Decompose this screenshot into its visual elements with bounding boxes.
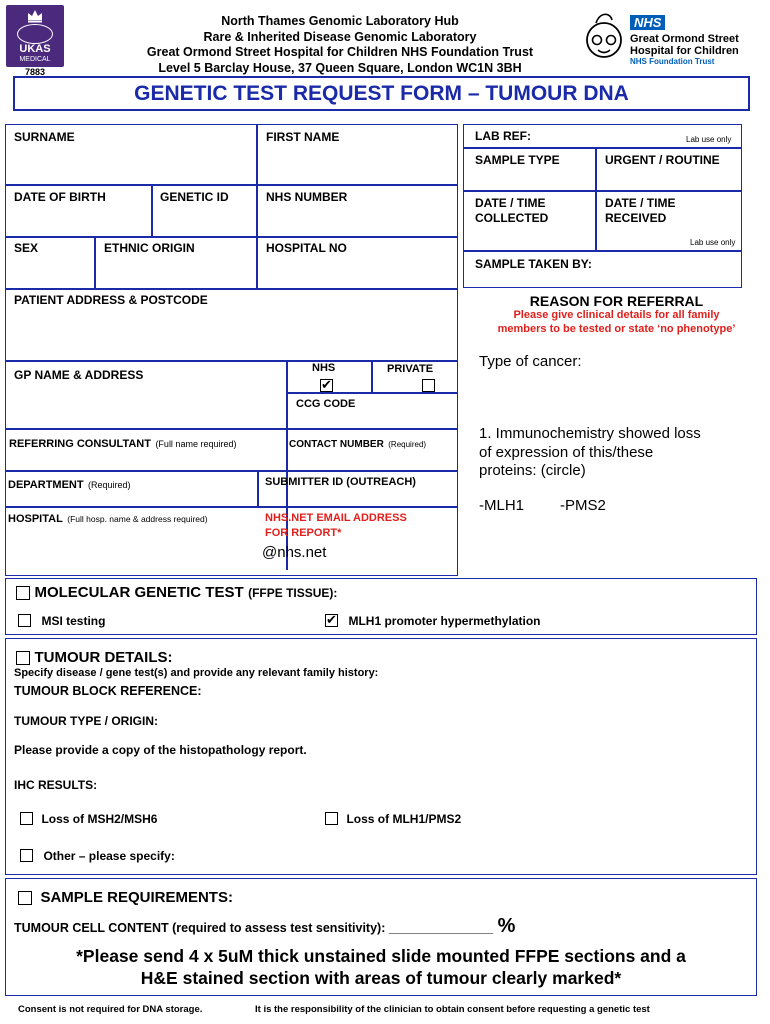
loss-mlh-checkbox[interactable] <box>325 812 338 825</box>
received-field[interactable] <box>605 196 675 226</box>
urgent-routine-field[interactable]: URGENT / ROUTINE <box>605 153 720 167</box>
submitter-field[interactable]: SUBMITTER ID (OUTREACH) <box>265 476 416 488</box>
ukas-number: 7883 <box>24 67 46 77</box>
molecular-heading-note: (FFPE TISSUE): <box>248 586 338 600</box>
mlh1-option[interactable]: -MLH1 <box>479 497 525 514</box>
gp-field[interactable]: GP NAME & ADDRESS <box>14 368 144 382</box>
sample-req-heading-text: SAMPLE REQUIREMENTS: <box>40 889 233 906</box>
tumour-heading <box>16 649 173 667</box>
nhs-option-label: NHS <box>312 362 336 374</box>
private-checkbox[interactable] <box>422 379 435 392</box>
collected-line-2: COLLECTED <box>475 211 549 225</box>
other-label: Other – please specify: <box>43 849 175 863</box>
email-label-1: NHS.NET EMAIL ADDRESS <box>265 512 407 524</box>
lab-use-only-note-2: Lab use only <box>690 238 736 247</box>
loss-msh-checkbox[interactable] <box>20 812 33 825</box>
msi-checkbox[interactable] <box>18 614 31 627</box>
send-instructions <box>5 945 757 989</box>
lab-use-only-note: Lab use only <box>686 135 732 144</box>
sample-taken-by-field[interactable]: SAMPLE TAKEN BY: <box>475 257 592 271</box>
tumour-checkbox[interactable] <box>16 651 30 665</box>
specify-history-field[interactable]: Specify disease / gene test(s) and provide any relevant family history: <box>14 667 379 679</box>
send-line-2: H&E stained section with areas of tumour clearly marked* <box>140 968 622 988</box>
histopathology-note: Please provide a copy of the histopathology report. <box>14 743 307 757</box>
first-name-field[interactable]: FIRST NAME <box>266 130 340 144</box>
gosh-line-2: Hospital for Children <box>630 45 739 57</box>
block-reference-field[interactable]: TUMOUR BLOCK REFERENCE: <box>14 684 202 698</box>
msi-label: MSI testing <box>41 614 106 628</box>
footer-left: Consent is not required for DNA storage. <box>18 1004 203 1015</box>
hospital-field[interactable] <box>8 509 208 527</box>
contact-number-field[interactable] <box>289 434 426 452</box>
crown-icon <box>26 8 44 24</box>
loss-mlh-option[interactable] <box>325 810 461 828</box>
tumour-heading-text: TUMOUR DETAILS: <box>34 649 173 666</box>
tumour-type-field[interactable]: TUMOUR TYPE / ORIGIN: <box>14 714 158 728</box>
sample-req-heading <box>18 889 233 907</box>
header-line-4: Level 5 Barclay House, 37 Queen Square, London WC1N 3BH <box>158 60 522 75</box>
other-checkbox[interactable] <box>20 849 33 862</box>
percent-sign: % <box>497 915 516 937</box>
header-line-2: Rare & Inherited Disease Genomic Laboratory <box>203 29 477 44</box>
mlh1-promoter-option[interactable] <box>325 612 540 630</box>
contact-number-label: CONTACT NUMBER <box>289 439 384 450</box>
referring-note: (Full name required) <box>155 439 237 449</box>
department-note: (Required) <box>88 480 131 490</box>
ukas-logo <box>6 5 64 67</box>
ihc-line-3: proteins: (circle) <box>479 462 586 479</box>
ihc-line-2: of expression of this/these <box>479 443 654 461</box>
header-lines <box>130 14 550 76</box>
header-line-3: Great Ormond Street Hospital for Children NHS Foundation Trust <box>146 45 534 59</box>
loss-mlh-label: Loss of MLH1/PMS2 <box>346 812 462 826</box>
department-label: DEPARTMENT <box>8 479 84 491</box>
referring-consultant-label: REFERRING CONSULTANT <box>9 438 151 450</box>
gosh-line-3: NHS Foundation Trust <box>630 57 715 66</box>
received-line-2: RECEIVED <box>605 211 667 225</box>
referral-heading: REASON FOR REFERRAL <box>529 293 704 309</box>
collected-field[interactable] <box>475 196 548 226</box>
form-title: GENETIC TEST REQUEST FORM – TUMOUR DNA <box>13 76 750 111</box>
ukas-text: UKAS <box>19 43 51 55</box>
ihc-results-label: IHC RESULTS: <box>14 778 98 792</box>
header-line-1: North Thames Genomic Laboratory Hub <box>221 14 459 28</box>
lab-ref-field[interactable]: LAB REF: <box>475 129 531 143</box>
nhs-number-field[interactable]: NHS NUMBER <box>266 190 348 204</box>
sample-type-field[interactable]: SAMPLE TYPE <box>475 153 560 167</box>
hospital-no-field[interactable]: HOSPITAL NO <box>266 241 347 255</box>
footer-right: It is the responsibility of the clinician to obtain consent before requesting a genetic test <box>255 1004 650 1015</box>
genetic-id-field[interactable]: GENETIC ID <box>160 190 229 204</box>
contact-note: (Required) <box>388 440 427 449</box>
sample-req-checkbox[interactable] <box>18 891 32 905</box>
email-field[interactable]: @nhs.net <box>262 544 327 561</box>
referral-note-1: Please give clinical details for all family <box>513 309 720 321</box>
sex-field[interactable]: SEX <box>14 241 39 255</box>
child-face-icon <box>582 10 628 66</box>
received-line-1: DATE / TIME <box>605 196 676 210</box>
referring-consultant-field[interactable] <box>9 434 236 452</box>
private-option-label: PRIVATE <box>387 363 434 375</box>
loss-msh-option[interactable] <box>20 810 157 828</box>
cell-content-label: TUMOUR CELL CONTENT (required to assess test sensitivity): _______________ <box>14 921 494 935</box>
mlh1-promoter-checkbox[interactable] <box>325 614 338 627</box>
pms2-option[interactable]: -PMS2 <box>560 497 606 514</box>
mlh1-promoter-label: MLH1 promoter hypermethylation <box>348 614 541 628</box>
msi-option[interactable] <box>18 612 105 630</box>
molecular-heading-text: MOLECULAR GENETIC TEST <box>34 584 244 601</box>
address-field[interactable]: PATIENT ADDRESS & POSTCODE <box>14 293 208 307</box>
ethnic-origin-field[interactable]: ETHNIC ORIGIN <box>104 241 195 255</box>
ccg-field[interactable]: CCG CODE <box>296 398 356 410</box>
collected-line-1: DATE / TIME <box>475 196 546 210</box>
nhs-checkbox[interactable] <box>320 379 333 392</box>
cancer-type-label: Type of cancer: <box>479 353 582 370</box>
hospital-note: (Full hosp. name & address required) <box>67 514 208 524</box>
molecular-checkbox[interactable] <box>16 586 30 600</box>
molecular-heading <box>16 584 337 602</box>
ukas-sub: MEDICAL <box>19 56 51 63</box>
surname-field[interactable]: SURNAME <box>14 130 75 144</box>
cell-content-field[interactable] <box>14 915 515 938</box>
send-line-1: *Please send 4 x 5uM thick unstained slide mounted FFPE sections and a <box>76 946 686 966</box>
referral-note-2: members to be tested or state ‘no phenotype’ <box>497 323 736 335</box>
gosh-logo <box>582 10 767 68</box>
hospital-label: HOSPITAL <box>8 513 63 525</box>
dob-field[interactable]: DATE OF BIRTH <box>14 190 106 204</box>
email-label-2: FOR REPORT* <box>265 527 342 539</box>
department-field[interactable] <box>8 475 131 493</box>
other-option[interactable] <box>20 847 175 865</box>
loss-msh-label: Loss of MSH2/MSH6 <box>41 812 158 826</box>
gosh-line-1: Great Ormond Street <box>630 33 739 45</box>
nhs-badge: NHS <box>630 15 665 30</box>
ihc-text <box>479 425 701 481</box>
ihc-line-1: 1. Immunochemistry showed loss <box>479 425 701 442</box>
